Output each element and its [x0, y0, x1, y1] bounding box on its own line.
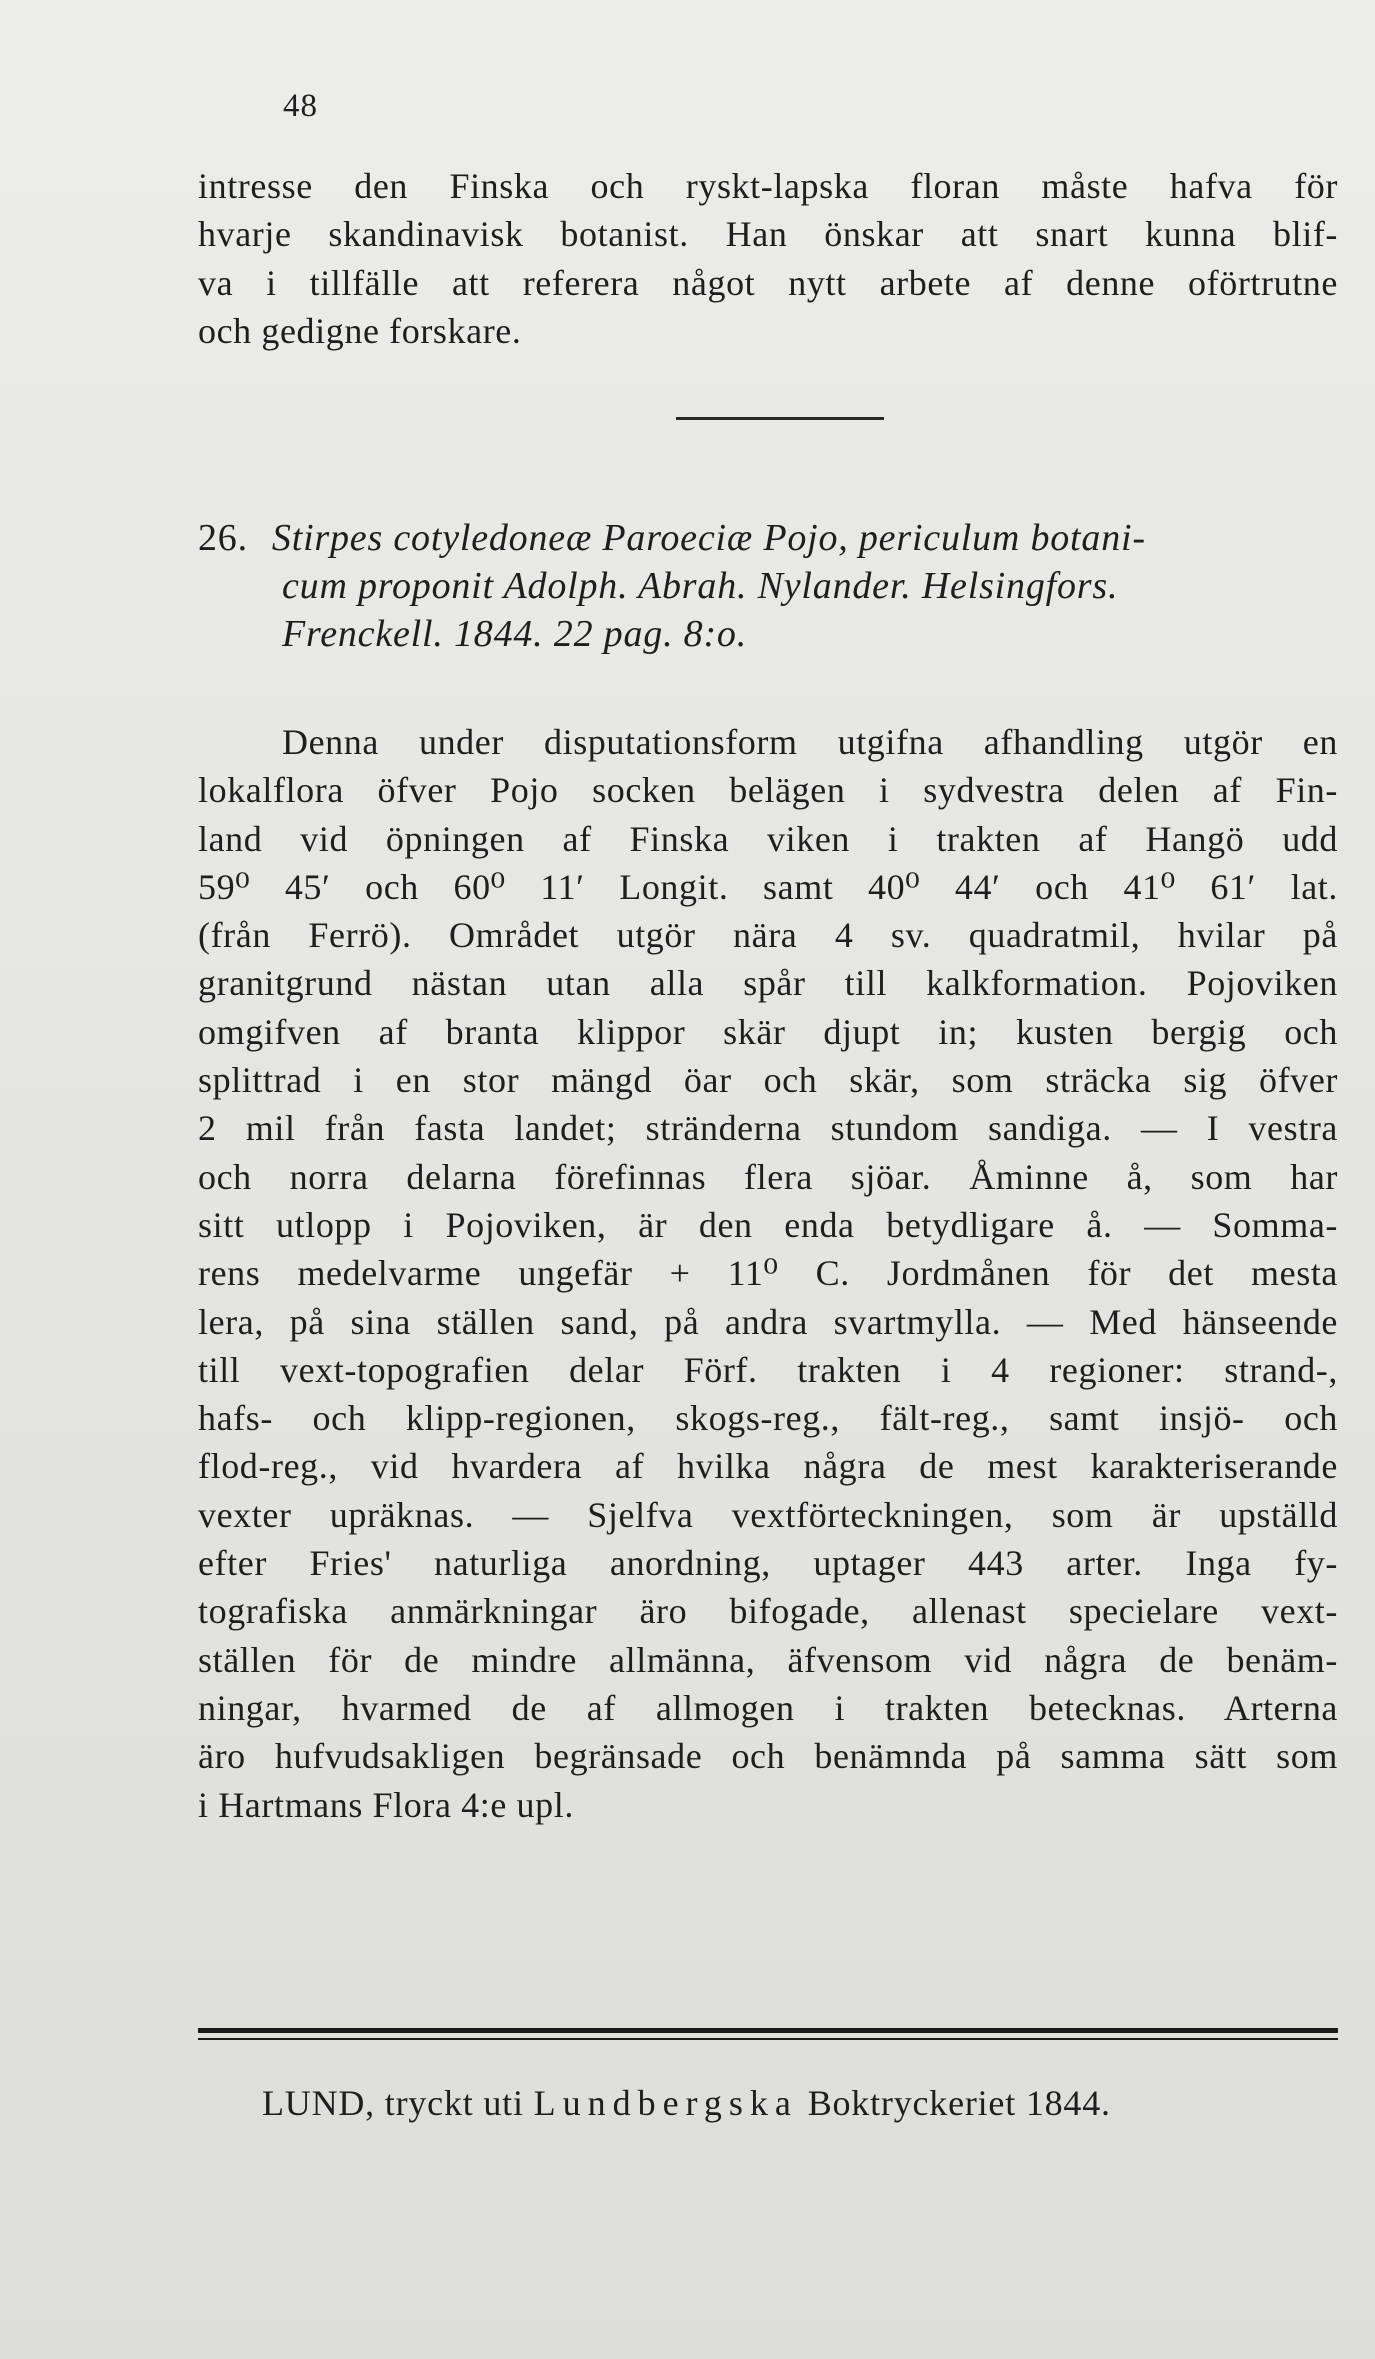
body-line: flod-reg., vid hvardera af hvilka några de mest karakteriserande — [198, 1446, 1338, 1487]
entry-title: Stirpes cotyledoneæ Paroeciæ Pojo, periculum botani- — [271, 517, 1146, 559]
intro-line: intresse den Finska och ryskt-lapska floran måste hafva för — [198, 166, 1338, 206]
body-line: land vid öpningen af Finska viken i trakten af Hangö udd — [198, 818, 1338, 859]
body-line: sitt utlopp i Pojoviken, är den enda betydligare å. — Somma- — [198, 1204, 1338, 1245]
body-line: vexter upräknas. — Sjelfva vextförteckningen, som är upställd — [198, 1494, 1338, 1535]
body-line: lokalflora öfver Pojo socken belägen i sydvestra delen af Fin- — [198, 770, 1338, 811]
body-line: tografiska anmärkningar äro bifogade, allenast specielare vext- — [198, 1591, 1338, 1632]
body-line: ställen för de mindre allmänna, äfvensom vid några de benäm- — [198, 1639, 1338, 1680]
entry-line-2 — [198, 562, 1338, 610]
intro-line: och gedigne forskare. — [198, 310, 522, 351]
entry-line-3 — [198, 610, 1338, 658]
body-line: efter Fries' naturliga anordning, uptager 443 arter. Inga fy- — [198, 1543, 1338, 1584]
entry-line-1 — [198, 514, 1338, 562]
body-line: 2 mil från fasta landet; stränderna stundom sandiga. — I vestra — [198, 1108, 1338, 1149]
body-line: rens medelvarme ungefär + 11⁰ C. Jordmånen för det mesta — [198, 1253, 1338, 1294]
body-line: 59⁰ 45′ och 60⁰ 11′ Longit. samt 40⁰ 44′ och 41⁰ 61′ lat. — [198, 866, 1338, 907]
section-divider — [676, 417, 884, 420]
entry-imprint: Frenckell. 1844. 22 pag. 8:o. — [282, 613, 748, 655]
body-line: ningar, hvarmed de af allmogen i trakten betecknas. Arterna — [198, 1687, 1338, 1728]
body-line: hafs- och klipp-regionen, skogs-reg., fält-reg., samt insjö- och — [198, 1398, 1338, 1439]
body-line: granitgrund nästan utan alla spår till kalkformation. Pojoviken — [198, 963, 1338, 1004]
bibliographic-entry — [198, 514, 1338, 658]
body-line: splittrad i en stor mängd öar och skär, som sträcka sig öfver — [198, 1060, 1338, 1101]
body-line: Denna under disputationsform utgifna afhandling utgör en — [282, 722, 1338, 762]
body-line: (från Ferrö). Området utgör nära 4 sv. quadratmil, hvilar på — [198, 915, 1338, 956]
body-line: och norra delarna förefinnas flera sjöar. Åminne å, som har — [198, 1156, 1338, 1197]
printer-colophon — [262, 2082, 1111, 2124]
body-line: till vext-topografien delar Förf. trakten i 4 regioner: strand-, — [198, 1349, 1338, 1390]
colophon-prefix: LUND, tryckt uti — [262, 2083, 524, 2123]
review-paragraph — [198, 718, 1338, 1829]
body-line: äro hufvudsakligen begränsade och benämnda på samma sätt som — [198, 1736, 1338, 1777]
colophon-suffix: Boktryckeriet 1844. — [807, 2083, 1111, 2123]
entry-author: cum proponit Adolph. Abrah. Nylander. Helsingfors. — [282, 565, 1119, 607]
footer-rule-thick — [198, 2028, 1338, 2033]
body-line: omgifven af branta klippor skär djupt in; kusten bergig och — [198, 1011, 1338, 1052]
entry-number: 26. — [198, 517, 248, 559]
footer-rule-thin — [198, 2038, 1338, 2040]
page-number: 48 — [283, 88, 318, 124]
intro-paragraph — [198, 162, 1338, 355]
colophon-printer: Lundbergska — [533, 2083, 798, 2123]
intro-line: hvarje skandinavisk botanist. Han önskar att snart kunna blif- — [198, 214, 1338, 255]
body-line: lera, på sina ställen sand, på andra svartmylla. — Med hänseende — [198, 1301, 1338, 1342]
intro-line: va i tillfälle att referera något nytt arbete af denne oförtrutne — [198, 262, 1338, 303]
body-line: i Hartmans Flora 4:e upl. — [198, 1784, 574, 1825]
